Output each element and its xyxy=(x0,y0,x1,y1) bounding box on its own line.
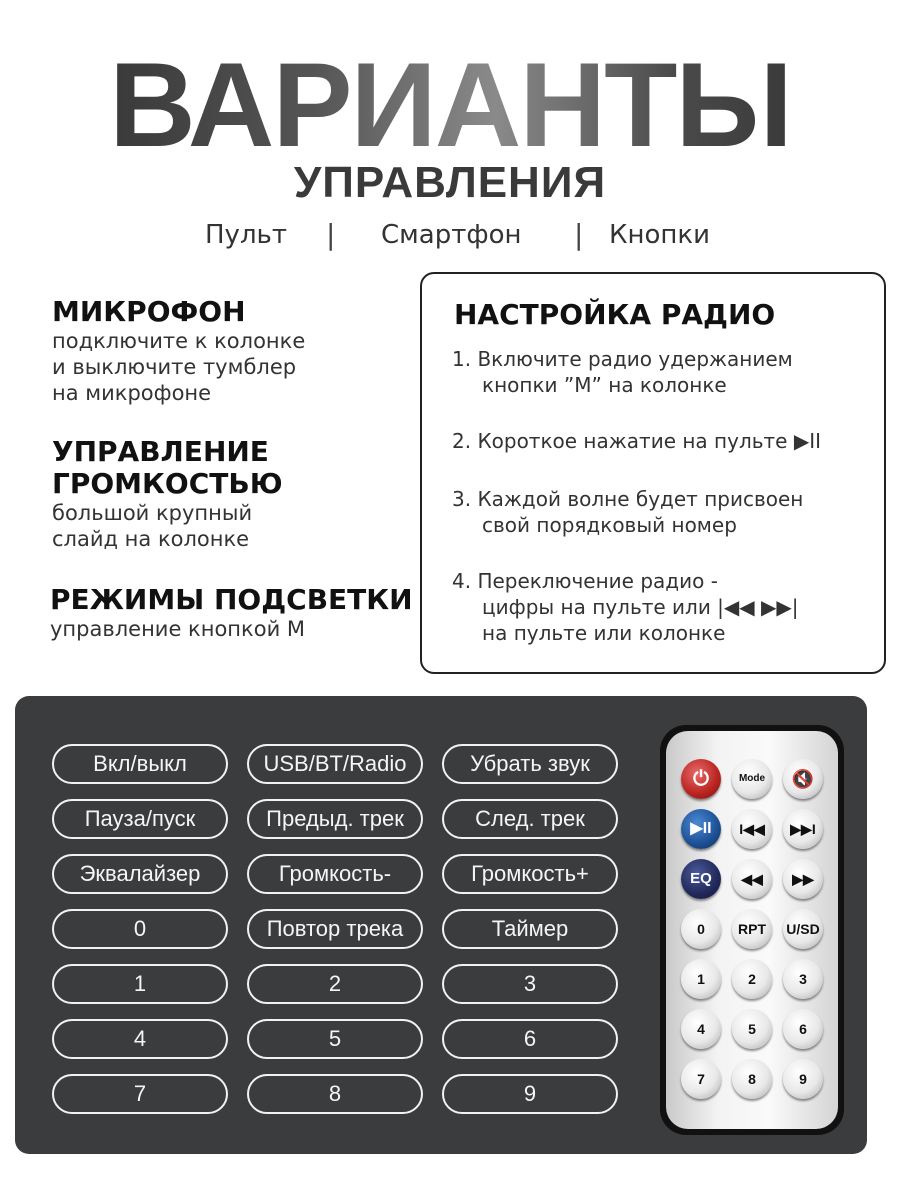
repeat-button[interactable]: RPT xyxy=(732,909,772,949)
digit-8-button[interactable]: 8 xyxy=(732,1059,772,1099)
volume-down-button[interactable]: ◀◀ xyxy=(732,859,772,899)
microphone-text-line: и выключите тумблер xyxy=(52,355,297,379)
function-label: Громкость+ xyxy=(442,854,618,894)
mode-remote: Пульт xyxy=(205,220,288,250)
play-pause-button[interactable]: ▶II xyxy=(681,809,721,849)
digit-7-button[interactable]: 7 xyxy=(681,1059,721,1099)
microphone-text-line: на микрофоне xyxy=(52,381,212,405)
volume-text-line: слайд на колонке xyxy=(52,527,250,551)
eq-button[interactable]: EQ xyxy=(681,859,721,899)
usb-sd-button[interactable]: U/SD xyxy=(783,909,823,949)
function-label: 8 xyxy=(247,1074,423,1114)
digit-6-button[interactable]: 6 xyxy=(783,1009,823,1049)
function-label: 4 xyxy=(52,1019,228,1059)
radio-step-text: цифры на пульте или |◀◀ ▶▶| xyxy=(482,595,799,619)
mode-separator: | xyxy=(326,218,336,251)
function-label: 9 xyxy=(442,1074,618,1114)
radio-step-1 xyxy=(452,346,793,398)
mode-smartphone: Смартфон xyxy=(381,220,522,250)
function-label: 0 xyxy=(52,909,228,949)
volume-section xyxy=(52,436,283,552)
radio-title: НАСТРОЙКА РАДИО xyxy=(454,298,776,331)
radio-step-text: 4. Переключение радио - xyxy=(452,569,718,593)
power-button[interactable]: ⏻ xyxy=(681,759,721,799)
function-label: Предыд. трек xyxy=(247,799,423,839)
digit-0-button[interactable]: 0 xyxy=(681,909,721,949)
function-label: Громкость- xyxy=(247,854,423,894)
function-label: 1 xyxy=(52,964,228,1004)
function-label: Таймер xyxy=(442,909,618,949)
mode-button[interactable]: Mode xyxy=(732,759,772,799)
radio-step-text: кнопки ”М” на колонке xyxy=(482,373,727,397)
mode-buttons: Кнопки xyxy=(609,220,710,250)
volume-text-line: большой крупный xyxy=(52,501,253,525)
function-label: 2 xyxy=(247,964,423,1004)
function-label: Эквалайзер xyxy=(52,854,228,894)
radio-step-4 xyxy=(452,568,799,646)
function-label: Пауза/пуск xyxy=(52,799,228,839)
volume-title-line: УПРАВЛЕНИЕ xyxy=(52,435,269,468)
control-modes xyxy=(0,218,900,258)
function-label: Вкл/выкл xyxy=(52,744,228,784)
next-track-button[interactable]: ▶▶I xyxy=(783,809,823,849)
page-subtitle: УПРАВЛЕНИЯ xyxy=(293,158,607,207)
radio-step-text: на пульте или колонке xyxy=(482,621,726,645)
radio-setup-box xyxy=(420,272,886,674)
digit-9-button[interactable]: 9 xyxy=(783,1059,823,1099)
digit-3-button[interactable]: 3 xyxy=(783,959,823,999)
radio-step-text: 1. Включите радио удержанием xyxy=(452,347,793,371)
digit-4-button[interactable]: 4 xyxy=(681,1009,721,1049)
lighting-section xyxy=(50,584,413,642)
prev-track-button[interactable]: I◀◀ xyxy=(732,809,772,849)
mute-button[interactable]: 🔇 xyxy=(783,759,823,799)
function-label: 6 xyxy=(442,1019,618,1059)
function-label: 5 xyxy=(247,1019,423,1059)
lighting-title: РЕЖИМЫ ПОДСВЕТКИ xyxy=(50,583,413,616)
function-label: Убрать звук xyxy=(442,744,618,784)
remote-control xyxy=(660,725,844,1135)
radio-step-text: 2. Короткое нажатие на пульте ▶II xyxy=(452,429,822,453)
lighting-text: управление кнопкой М xyxy=(50,617,306,641)
digit-2-button[interactable]: 2 xyxy=(732,959,772,999)
microphone-section xyxy=(52,296,305,406)
volume-up-button[interactable]: ▶▶ xyxy=(783,859,823,899)
remote-face xyxy=(666,731,838,1129)
mode-separator: | xyxy=(574,218,584,251)
microphone-text-line: подключите к колонке xyxy=(52,329,306,353)
microphone-title: МИКРОФОН xyxy=(52,295,246,328)
function-label: 7 xyxy=(52,1074,228,1114)
page-title: ВАРИАНТЫ xyxy=(0,40,900,170)
function-label: USB/BT/Radio xyxy=(247,744,423,784)
volume-title-line: ГРОМКОСТЬЮ xyxy=(52,467,283,500)
digit-1-button[interactable]: 1 xyxy=(681,959,721,999)
radio-step-2 xyxy=(452,428,821,454)
digit-5-button[interactable]: 5 xyxy=(732,1009,772,1049)
radio-step-text: 3. Каждой волне будет присвоен xyxy=(452,487,804,511)
function-label: След. трек xyxy=(442,799,618,839)
function-label: Повтор трека xyxy=(247,909,423,949)
radio-step-text: свой порядковый номер xyxy=(482,513,737,537)
function-label: 3 xyxy=(442,964,618,1004)
radio-step-3 xyxy=(452,486,803,538)
